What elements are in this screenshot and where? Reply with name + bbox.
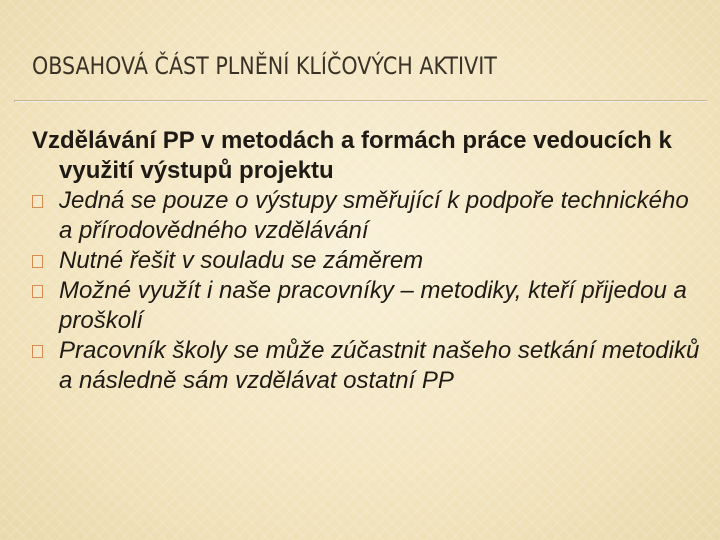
bullet-text: Nutné řešit v souladu se záměrem [59,247,424,274]
slide-body [32,126,708,396]
bullet-text: Pracovník školy se může zúčastnit našeho setkání metodiků a následně sám vzdělávat ostatní PP [59,337,700,394]
bullet-text: Možné využít i naše pracovníky – metodiky, kteří přijedou a proškolí [59,277,687,334]
square-bullet-icon [32,345,43,358]
square-bullet-icon [32,195,43,208]
bullet-item [32,336,708,396]
bullet-list [32,186,708,396]
bullet-text: Jedná se pouze o výstupy směřující k podpoře technického a přírodovědného vzdělávání [59,187,689,244]
square-bullet-icon [32,255,43,268]
bullet-item [32,246,708,276]
slide-title: OBSAHOVÁ ČÁST PLNĚNÍ KLÍČOVÝCH AKTIVIT [32,52,497,80]
title-divider [14,100,708,102]
bullet-item [32,186,708,246]
square-bullet-icon [32,285,43,298]
lead-paragraph: Vzdělávání PP v metodách a formách práce vedoucích k využití výstupů projektu [32,127,672,184]
bullet-item [32,276,708,336]
